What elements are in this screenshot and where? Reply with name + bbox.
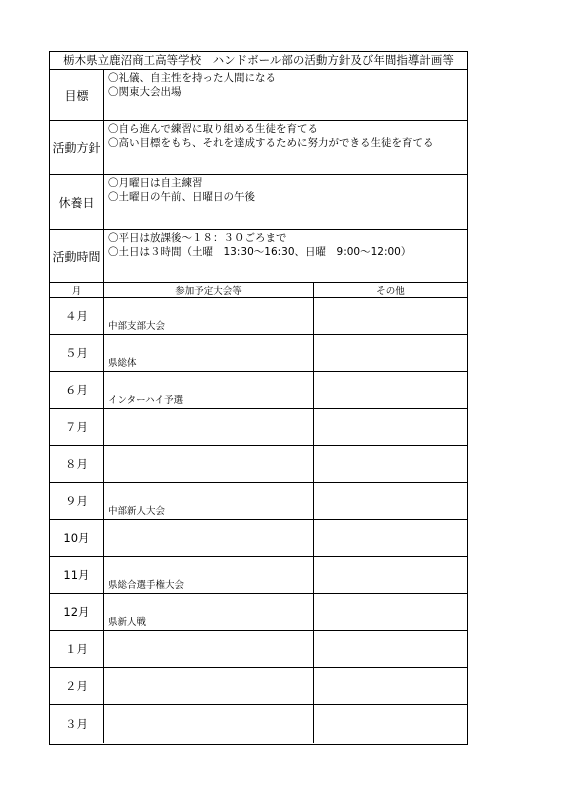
- table-row: [50, 631, 467, 668]
- month-cell: ７月: [50, 409, 104, 445]
- month-cell: ６月: [50, 372, 104, 408]
- table-row: [50, 668, 467, 705]
- table-row: [50, 520, 467, 557]
- other-cell: [314, 705, 467, 743]
- table-row: [50, 705, 467, 743]
- document-title: 栃木県立鹿沼商工高等学校 ハンドボール部の活動方針及び年間指導計画等: [50, 52, 467, 70]
- other-cell: [314, 594, 467, 630]
- table-row: [50, 335, 467, 372]
- info-label-activity-hours: 活動時間: [50, 230, 104, 282]
- event-text: 中部支部大会: [108, 321, 166, 332]
- event-text: インターハイ予選: [108, 395, 184, 406]
- event-text: 県新人戦: [108, 617, 147, 628]
- other-cell: [314, 557, 467, 593]
- event-cell: [104, 483, 314, 519]
- other-cell: [314, 446, 467, 482]
- month-cell: 10月: [50, 520, 104, 556]
- month-cell: ８月: [50, 446, 104, 482]
- other-cell: [314, 372, 467, 408]
- month-cell: ２月: [50, 668, 104, 704]
- info-content-activity-hours: [108, 232, 465, 259]
- other-cell: [314, 335, 467, 371]
- event-text: 中部新人大会: [108, 506, 166, 517]
- event-cell: [104, 446, 314, 482]
- info-label-goal: 目標: [50, 70, 104, 120]
- info-label-rest-days: 休養日: [50, 175, 104, 229]
- event-cell: [104, 594, 314, 630]
- month-cell: １月: [50, 631, 104, 667]
- month-cell: 12月: [50, 594, 104, 630]
- event-cell: [104, 520, 314, 556]
- info-line: 〇礼儀、自主性を持った人間になる: [108, 72, 276, 84]
- header-month: 月: [50, 283, 104, 297]
- info-line: 〇土曜日の午前、日曜日の午後: [108, 190, 255, 203]
- month-cell: ３月: [50, 705, 104, 743]
- event-cell: [104, 668, 314, 704]
- table-row: [50, 483, 467, 520]
- event-cell: [104, 631, 314, 667]
- info-row-activity-hours: [50, 230, 467, 283]
- table-row: [50, 409, 467, 446]
- info-line: 〇土日は３時間（土曜 13:30～16:30、日曜 9:00～12:00）: [108, 245, 412, 258]
- month-cell: ９月: [50, 483, 104, 519]
- table-row: [50, 446, 467, 483]
- info-row-policy: [50, 121, 467, 175]
- table-row: [50, 594, 467, 631]
- event-cell: [104, 335, 314, 371]
- schedule-header: [50, 283, 467, 298]
- other-cell: [314, 483, 467, 519]
- header-event: 参加予定大会等: [104, 283, 314, 297]
- info-line: 〇月曜日は自主練習: [108, 177, 203, 189]
- other-cell: [314, 409, 467, 445]
- event-text: 県総体: [108, 358, 137, 369]
- table-row: [50, 372, 467, 409]
- event-text: 県総合選手権大会: [108, 580, 185, 591]
- event-cell: [104, 705, 314, 743]
- info-content-goal: [108, 72, 465, 99]
- info-label-policy: 活動方針: [50, 121, 104, 174]
- info-line: 〇平日は放課後～１８：３０ごろまで: [108, 232, 287, 244]
- header-other: その他: [376, 286, 405, 297]
- info-row-rest-days: [50, 175, 467, 230]
- info-line: 〇高い目標をもち、それを達成するために努力ができる生徒を育てる: [108, 136, 434, 149]
- info-content-rest-days: [108, 177, 465, 204]
- event-cell: [104, 557, 314, 593]
- event-cell: [104, 409, 314, 445]
- other-cell: [314, 520, 467, 556]
- event-cell: [104, 298, 314, 334]
- table-row: [50, 298, 467, 335]
- month-cell: ４月: [50, 298, 104, 334]
- month-cell: ５月: [50, 335, 104, 371]
- other-cell: [314, 298, 467, 334]
- other-cell: [314, 668, 467, 704]
- info-row-goal: [50, 70, 467, 121]
- event-cell: [104, 372, 314, 408]
- table-row: [50, 557, 467, 594]
- other-cell: [314, 631, 467, 667]
- info-line: 〇関東大会出場: [108, 85, 182, 98]
- plan-sheet: [49, 51, 468, 745]
- info-line: 〇自ら進んで練習に取り組める生徒を育てる: [108, 123, 318, 135]
- month-cell: 11月: [50, 557, 104, 593]
- info-content-policy: [108, 123, 465, 150]
